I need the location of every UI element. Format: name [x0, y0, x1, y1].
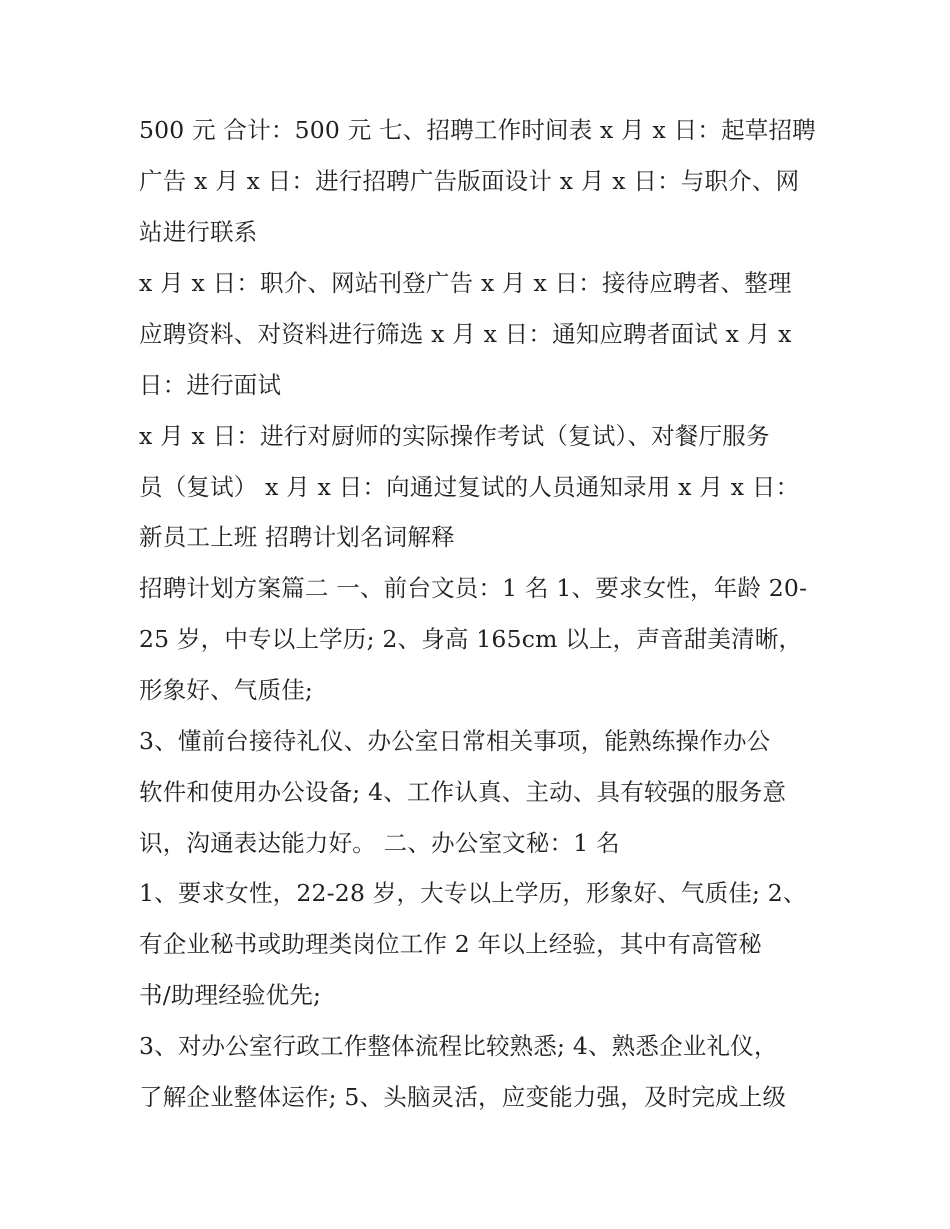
text-line: 站进行联系: [139, 218, 258, 246]
text-line: 软件和使用办公设备; 4、工作认真、主动、具有较强的服务意: [139, 778, 787, 806]
text-line: 3、对办公室行政工作整体流程比较熟悉; 4、熟悉企业礼仪，: [139, 1032, 778, 1060]
text-line: 招聘计划方案篇二 一、前台文员：1 名 1、要求女性，年龄 20-: [139, 574, 808, 602]
text-line: 广告 x 月 x 日：进行招聘广告版面设计 x 月 x 日：与职介、网: [139, 167, 800, 195]
text-line: 1、要求女性，22-28 岁，大专以上学历，形象好、气质佳; 2、: [139, 879, 807, 907]
text-line: 日：进行面试: [139, 371, 282, 399]
text-line: 员（复试） x 月 x 日：向通过复试的人员通知录用 x 月 x 日：: [139, 473, 800, 501]
text-line: 了解企业整体运作; 5、头脑灵活，应变能力强，及时完成上级: [139, 1083, 787, 1111]
text-line: 3、懂前台接待礼仪、办公室日常相关事项，能熟练操作办公: [139, 727, 771, 755]
text-line: 500 元 合计：500 元 七、招聘工作时间表 x 月 x 日：起草招聘: [139, 116, 816, 144]
text-line: 识，沟通表达能力好。 二、办公室文秘：1 名: [139, 829, 620, 857]
text-line: 25 岁，中专以上学历; 2、身高 165cm 以上，声音甜美清晰，: [139, 625, 803, 653]
text-line: 书/助理经验优先;: [139, 981, 322, 1009]
text-line: 形象好、气质佳;: [139, 676, 314, 704]
text-line: 新员工上班 招聘计划名词解释: [139, 523, 455, 551]
text-line: x 月 x 日：进行对厨师的实际操作考试（复试）、对餐厅服务: [139, 422, 770, 450]
text-line: 应聘资料、对资料进行筛选 x 月 x 日：通知应聘者面试 x 月 x: [139, 320, 792, 348]
text-line: x 月 x 日：职介、网站刊登广告 x 月 x 日：接待应聘者、整理: [139, 269, 792, 297]
text-line: 有企业秘书或助理类岗位工作 2 年以上经验，其中有高管秘: [139, 930, 762, 958]
